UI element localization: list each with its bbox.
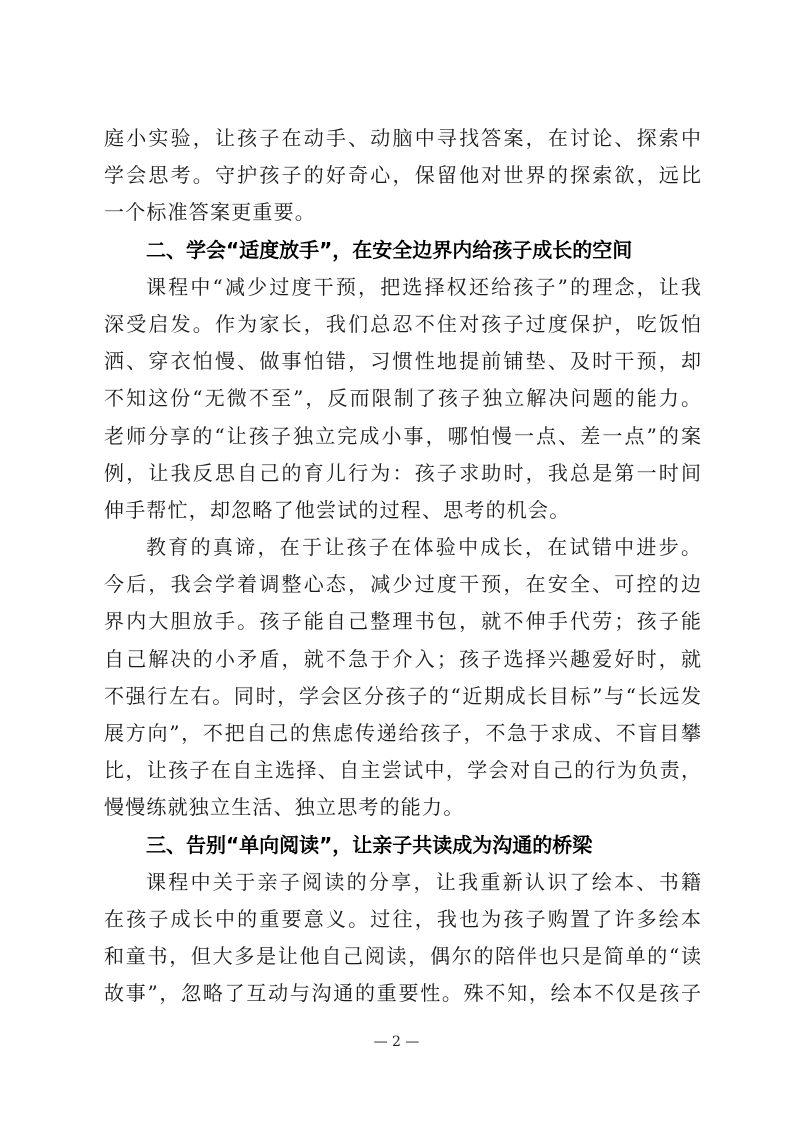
text-line: 洒、穿衣怕慢、做事怕错，习惯性地提前铺垫、及时干预，却 <box>104 349 701 374</box>
paragraph <box>104 864 701 1013</box>
text-line: 不强行左右。同时，学会区分孩子的“近期成长目标”与“长远发 <box>104 683 701 708</box>
section-heading: 二、学会“适度放手”，在安全边界内给孩子成长的空间 <box>146 237 633 262</box>
text-line: 界内大胆放手。孩子能自己整理书包，就不伸手代劳；孩子能 <box>104 609 701 634</box>
text-line: 今后，我会学着调整心态，减少过度干预，在安全、可控的边 <box>104 572 701 597</box>
text-line: 和童书，但大多是让他自己阅读，偶尔的陪伴也只是简单的“读 <box>104 944 701 969</box>
text-line: 慢慢练就独立生活、独立思考的能力。 <box>104 795 465 820</box>
text-line: 展方向”，不把自己的焦虑传递给孩子，不急于求成、不盲目攀 <box>104 721 701 745</box>
text-line: 故事”，忽略了互动与沟通的重要性。殊不知，绘本不仅是孩子 <box>104 981 701 1006</box>
text-line: 自己解决的小矛盾，就不急于介入；孩子选择兴趣爱好时，就 <box>104 646 701 671</box>
text-line: 深受启发。作为家长，我们总忍不住对孩子过度保护，吃饭怕 <box>104 311 701 336</box>
text-line: 比，让孩子在自主选择、自主尝试中，学会对自己的行为负责， <box>104 758 701 783</box>
text-line: 课程中关于亲子阅读的分享，让我重新认识了绘本、书籍 <box>146 869 701 894</box>
text-line: 老师分享的“让孩子独立完成小事，哪怕慢一点、差一点”的案 <box>104 423 701 448</box>
section-heading: 三、告别“单向阅读”，让亲子共读成为沟通的桥梁 <box>146 832 593 857</box>
paragraph <box>104 120 701 232</box>
text-line: 学会思考。守护孩子的好奇心，保留他对世界的探索欲，远比 <box>104 163 701 188</box>
paragraph <box>104 269 701 529</box>
text-line: 课程中“减少过度干预，把选择权还给孩子”的理念，让我 <box>146 274 701 299</box>
text-line: 在孩子成长中的重要意义。过往，我也为孩子购置了许多绘本 <box>104 906 701 931</box>
text-line: 教育的真谛，在于让孩子在体验中成长，在试错中进步。 <box>146 535 701 560</box>
text-line: 例，让我反思自己的育儿行为：孩子求助时，我总是第一时间 <box>104 460 701 485</box>
text-line: 一个标准答案更重要。 <box>104 200 316 225</box>
text-line: 伸手帮忙，却忽略了他尝试的过程、思考的机会。 <box>104 497 571 522</box>
paragraph <box>104 529 701 827</box>
page-number: — 2 — <box>373 1034 420 1050</box>
text-line: 庭小实验，让孩子在动手、动脑中寻找答案，在讨论、探索中 <box>104 126 701 150</box>
text-line: 不知这份“无微不至”，反而限制了孩子独立解决问题的能力。 <box>104 386 701 411</box>
document-body <box>104 120 701 1013</box>
